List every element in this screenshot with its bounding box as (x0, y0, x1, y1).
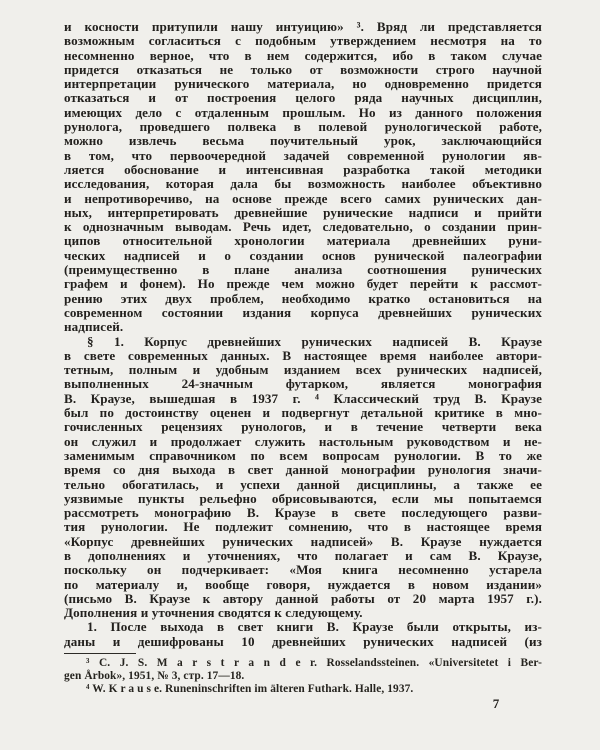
text-line: ляется обоснование и интенсивная разработка такой методики (64, 161, 542, 177)
text-line: отказаться и от построения целого ряда научных дисциплин, (64, 90, 542, 106)
text-line: gen Årbok», 1951, № 3, стр. 17—18. (64, 670, 245, 683)
paragraph (64, 620, 542, 649)
text-line: рунолога, проведшего полвека в полевой рунологической работе, (64, 119, 542, 135)
text-line: в дополнениях и уточнениях, что полагает и сам В. Краузе, (64, 547, 542, 563)
text-line: имеющих дело с отдаленным прошлым. Но из данного положения (64, 104, 542, 120)
text-line: ципов относительной хронологии материала древнейших руни- (64, 233, 542, 249)
text-line: можно извлечь весьма поучительный урок, заключающийся (64, 133, 542, 149)
text-line: (преимущественно в плане анализа соотношения рунических (64, 262, 542, 278)
text-line: придется отказаться не только от возможности строго научной (64, 61, 542, 77)
paragraph (64, 683, 542, 696)
text-line: надписей. (64, 319, 124, 335)
text-line: по материалу и, вообще говоря, нуждается в новом издании» (64, 576, 542, 592)
text-line: В. Краузе, вышедшая в 1937 г. ⁴ Классический труд В. Краузе (64, 390, 542, 406)
body-text (64, 20, 542, 649)
text-line: уязвимые пункты рельефно обрисовываются, если мы попытаемся (64, 490, 542, 506)
page-number: 7 (492, 696, 500, 711)
paragraph (64, 20, 542, 335)
text-line: был по достоинству оценен и подвергнут детальной критике в мно- (64, 405, 542, 421)
text-line: ческих надписей и о создании основ рунической палеографии (64, 247, 542, 263)
text-line: возможным согласиться с подобным утверждением несмотря на то (64, 33, 542, 49)
text-line: интерпретации рунического материала, но одновременно придется (64, 76, 542, 92)
text-block (64, 20, 542, 697)
text-line: тетным, полным и удобным изданием всех рунических надписей, (64, 362, 542, 378)
paragraph (64, 657, 542, 683)
text-line: и непротиворечиво, на основе прежде всего самих рунических дан- (64, 190, 542, 206)
text-line: даны и дешифрованы 10 древнейших рунических надписей (из (64, 633, 542, 649)
text-line: ⁴ W. K r a u s e. Runeninschriften im älteren Futhark. Halle, 1937. (86, 683, 414, 696)
text-line: рению этих двух проблем, необходимо кратко остановиться на (64, 290, 542, 306)
text-line: время со дня выхода в свет данной монографии рунология значи- (64, 462, 542, 478)
text-line: исследования, которая дала бы возможность наиболее объективно (64, 176, 542, 192)
text-line: § 1. Корпус древнейших рунических надписей В. Краузе (87, 333, 542, 349)
text-line: современном состоянии издания корпуса древнейших рунических (64, 304, 542, 320)
text-line: и косности притупили нашу интуицию» ³. Вряд ли представляется (64, 19, 542, 34)
text-line: несомненно верное, что в нем содержится, ибо в таком случае (64, 47, 542, 63)
footnote-separator (64, 653, 136, 654)
text-line: гочисленных рецензиях рунологов, и в течение четверти века (64, 419, 542, 435)
footnotes (64, 657, 542, 697)
text-line: тия рунологии. Не подлежит сомнению, что в настоящее время (64, 519, 542, 535)
text-line: ³ C. J. S. M a r s t r a n d e r. Rosselandssteinen. «Universitetet i Ber- (86, 657, 542, 670)
paragraph (64, 335, 542, 621)
text-line: (письмо В. Краузе к автору данной работы от 20 марта 1957 г.). (64, 590, 542, 606)
text-line: графем и фонем). Но прежде чем можно будет перейти к рассмот- (64, 276, 542, 292)
text-line: в свете современных данных. В настоящее время наиболее автори- (64, 347, 542, 363)
text-line: к однозначным выводам. Речь идет, следовательно, о создании прин- (64, 219, 542, 235)
text-line: Дополнения и уточнения сводятся к следующему. (64, 605, 363, 621)
text-line: 1. После выхода в свет книги В. Краузе были открыты, из- (87, 619, 542, 635)
text-line: он служил и продолжает служить настольным руководством и не- (64, 433, 542, 449)
text-line: рассмотреть монографию В. Краузе в свете последующего разви- (64, 505, 542, 521)
text-line: поскольку он подчеркивает: «Моя книга несомненно устарела (64, 562, 542, 578)
text-line: ных, интерпретировать древнейшие рунические надписи и прийти (64, 204, 542, 220)
text-line: в том, что первоочередной задачей современной рунологии яв- (64, 147, 542, 163)
text-line: выполненных 24-значным футарком, является монография (64, 376, 542, 392)
text-line: заменимым справочником по всем вопросам рунологии. В то же (64, 447, 542, 463)
text-line: тельно обогатилась, и успехи данной дисциплины, а также ее (64, 476, 542, 492)
text-line: «Корпус древнейших рунических надписей» В. Краузе нуждается (64, 533, 542, 549)
